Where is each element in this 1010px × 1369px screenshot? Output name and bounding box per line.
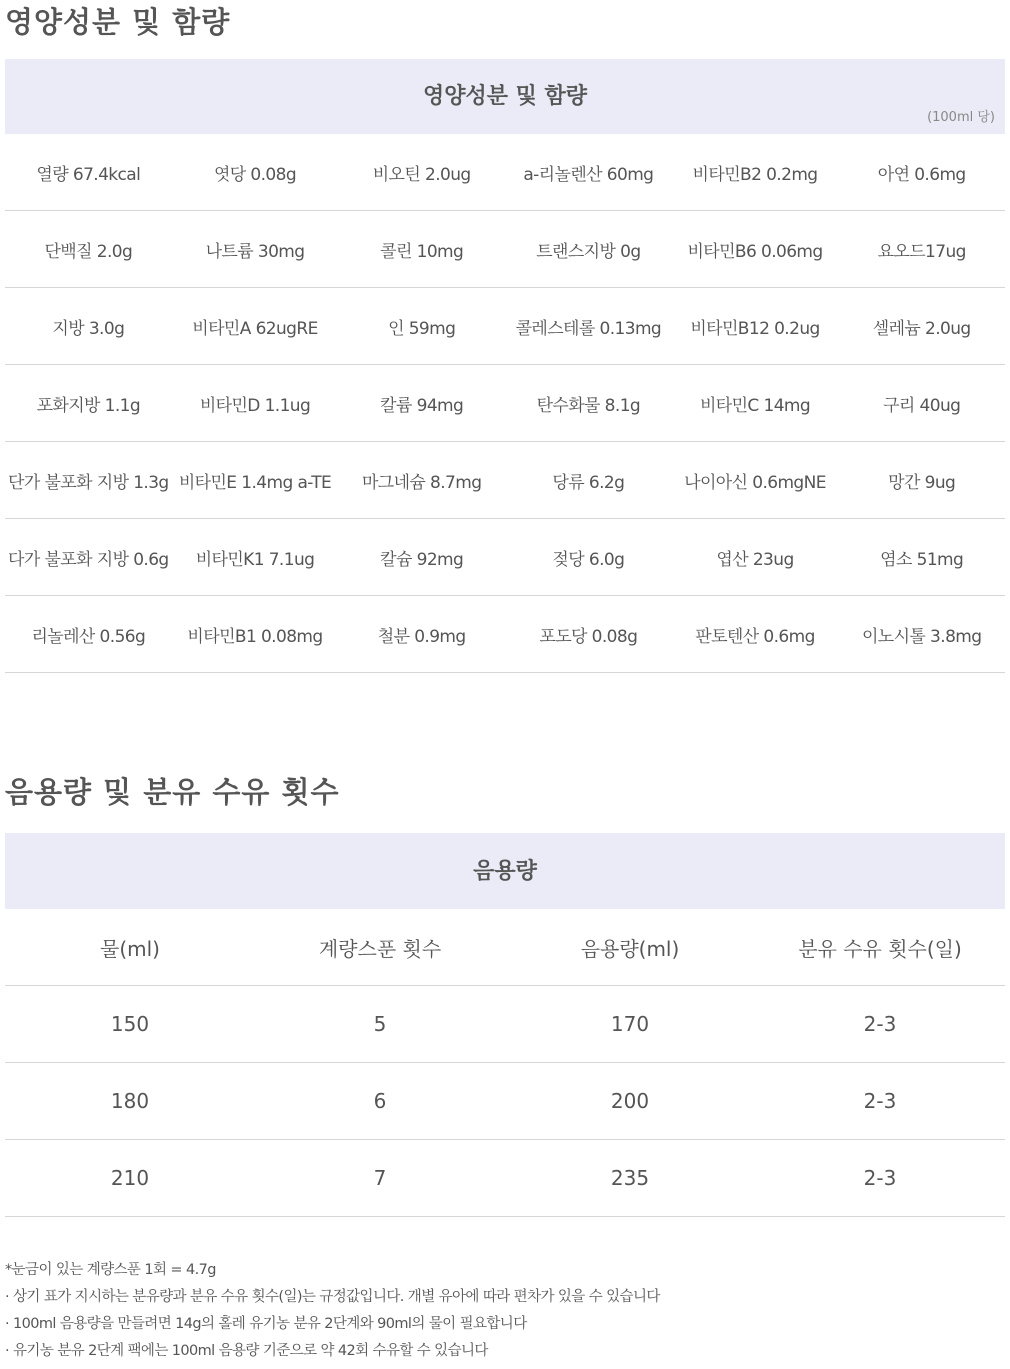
footnote: *눈금이 있는 계량스푼 1회 = 4.7g [5, 1262, 216, 1278]
table-row [5, 1063, 1005, 1140]
nutrient-cell: 셀레늄 2.0ug [872, 318, 971, 339]
nutrient-cell: a-리놀렌산 60mg [523, 164, 654, 185]
footnote: · 100ml 음용량을 만들려면 14g의 홀레 유기농 분유 2단계와 90ml의 물이 필요합니다 [5, 1316, 527, 1332]
nutrition-unit-note: (100ml 당) [927, 110, 995, 125]
feeding-table-title: 음용량 [473, 859, 537, 884]
feeding-section-title: 음용량 및 분유 수유 횟수 [5, 775, 340, 809]
table-row [5, 596, 1005, 673]
footnote: · 상기 표가 지시하는 분유량과 분유 수유 횟수(일)는 규정값입니다. 개별 유아에 따라 편차가 있을 수 있습니다 [5, 1289, 660, 1305]
nutrient-cell: 콜린 10mg [380, 241, 464, 262]
column-header: 음용량(ml) [580, 936, 680, 961]
nutrient-cell: 비타민B2 0.2mg [692, 164, 818, 185]
nutrient-cell: 염소 51mg [880, 549, 964, 570]
nutrient-cell: 나트륨 30mg [205, 241, 305, 262]
column-header: 물(ml) [100, 936, 160, 961]
nutrient-cell: 다가 불포화 지방 0.6g [8, 549, 169, 570]
nutrient-cell: 열량 67.4kcal [36, 164, 141, 185]
table-row [5, 211, 1005, 288]
drink-volume-cell: 235 [610, 1166, 650, 1190]
nutrient-cell: 비타민B12 0.2ug [690, 318, 820, 339]
nutrient-cell: 비오틴 2.0ug [372, 164, 471, 185]
spoon-count-cell: 7 [373, 1166, 387, 1190]
table-row [5, 986, 1005, 1063]
nutrient-cell: 판토텐산 0.6mg [695, 626, 815, 647]
nutrient-cell: 마그네슘 8.7mg [361, 472, 482, 493]
table-row [5, 288, 1005, 365]
nutrient-cell: 비타민D 1.1ug [199, 395, 311, 416]
spoon-count-cell: 5 [373, 1012, 387, 1036]
nutrition-table-title: 영양성분 및 함량 [422, 84, 588, 109]
nutrient-cell: 포화지방 1.1g [36, 395, 141, 416]
nutrient-cell: 비타민E 1.4mg a-TE [178, 472, 332, 493]
footnote: · 유기농 분유 2단계 팩에는 100ml 음용량 기준으로 약 42회 수유할 수 있습니다 [5, 1343, 488, 1359]
nutrition-section-title: 영양성분 및 함량 [5, 5, 231, 39]
nutrient-cell: 트랜스지방 0g [536, 241, 641, 262]
feeding-table [5, 909, 1005, 1217]
table-row [5, 519, 1005, 596]
spoon-count-cell: 6 [373, 1089, 387, 1113]
column-header: 분유 수유 횟수(일) [798, 936, 962, 961]
nutrient-cell: 비타민B6 0.06mg [687, 241, 823, 262]
nutrient-cell: 젖당 6.0g [552, 549, 625, 570]
water-cell: 180 [110, 1089, 150, 1113]
nutrient-cell: 요오드17ug [877, 241, 966, 262]
nutrient-cell: 엽산 23ug [716, 549, 794, 570]
nutrient-cell: 리놀레산 0.56g [31, 626, 146, 647]
nutrient-cell: 비타민A 62ugRE [192, 318, 318, 339]
nutrient-cell: 인 59mg [388, 318, 456, 339]
nutrient-cell: 칼륨 94mg [380, 395, 464, 416]
table-row [5, 134, 1005, 211]
table-header-row [5, 909, 1005, 986]
nutrient-cell: 철분 0.9mg [377, 626, 466, 647]
feeding-table-header [5, 833, 1005, 909]
feedings-per-day-cell: 2-3 [863, 1089, 897, 1113]
nutrient-cell: 구리 40ug [883, 395, 961, 416]
feedings-per-day-cell: 2-3 [863, 1012, 897, 1036]
nutrient-cell: 아연 0.6mg [877, 164, 966, 185]
column-header: 계량스푼 횟수 [318, 936, 442, 961]
nutrient-cell: 단가 불포화 지방 1.3g [8, 472, 169, 493]
nutrient-cell: 나이아신 0.6mgNE [684, 472, 826, 493]
drink-volume-cell: 170 [610, 1012, 650, 1036]
nutrient-cell: 망간 9ug [888, 472, 956, 493]
nutrient-cell: 엿당 0.08g [213, 164, 297, 185]
nutrient-cell: 이노시톨 3.8mg [861, 626, 982, 647]
nutrient-cell: 비타민K1 7.1ug [195, 549, 315, 570]
nutrition-table [5, 134, 1005, 673]
water-cell: 150 [110, 1012, 150, 1036]
drink-volume-cell: 200 [610, 1089, 650, 1113]
nutrient-cell: 칼슘 92mg [380, 549, 464, 570]
nutrient-cell: 비타민B1 0.08mg [187, 626, 323, 647]
water-cell: 210 [110, 1166, 150, 1190]
nutrient-cell: 당류 6.2g [552, 472, 625, 493]
nutrient-cell: 탄수화물 8.1g [536, 395, 641, 416]
table-row [5, 1140, 1005, 1217]
nutrition-table-header [5, 59, 1005, 134]
nutrient-cell: 비타민C 14mg [699, 395, 811, 416]
table-row [5, 442, 1005, 519]
table-row [5, 365, 1005, 442]
nutrient-cell: 콜레스테롤 0.13mg [515, 318, 662, 339]
nutrient-cell: 포도당 0.08g [539, 626, 638, 647]
nutrient-cell: 단백질 2.0g [44, 241, 133, 262]
feedings-per-day-cell: 2-3 [863, 1166, 897, 1190]
footnotes [5, 1258, 1005, 1366]
nutrient-cell: 지방 3.0g [52, 318, 125, 339]
